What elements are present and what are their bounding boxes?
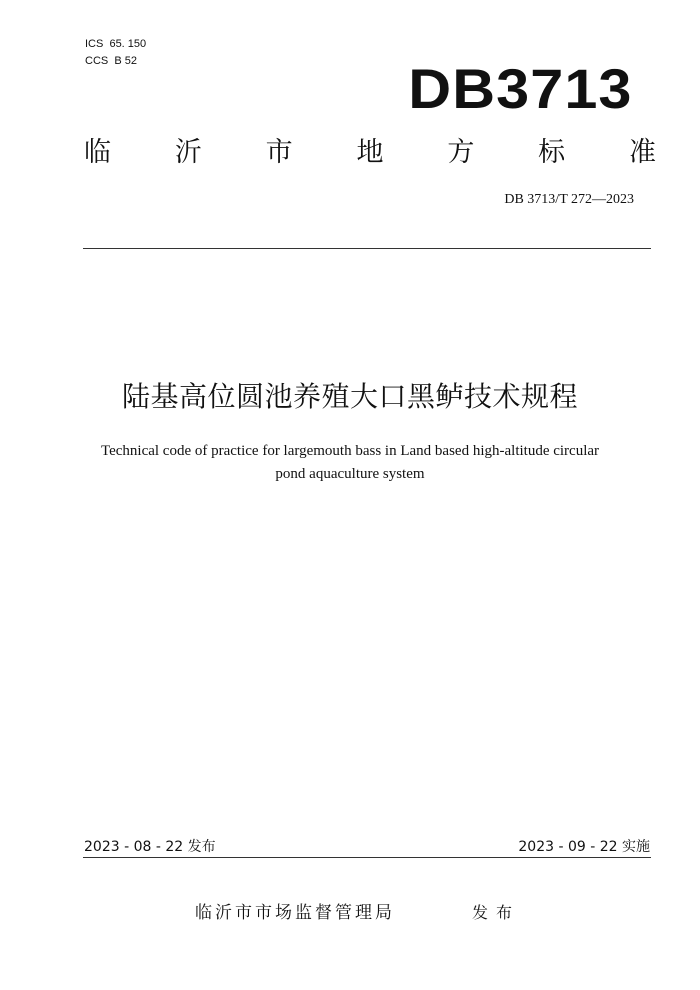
title-en-line-1: Technical code of practice for largemouth bass in Land based high-altitude circular [100,443,600,459]
db-logo: DB3713 [407,57,632,120]
category-char: 标 [538,137,566,168]
top-divider [83,248,651,249]
standard-category [84,133,656,173]
issue-date: 2023 - 08 - 22 发布 [84,839,216,855]
ccs-code: CCS B 52 [85,55,137,67]
document-title-zh: 陆基高位圆池养殖大口黑鲈技术规程 [121,380,578,413]
category-char: 准 [628,137,656,168]
category-char: 方 [447,137,475,168]
title-en-line-2: pond aquaculture system [275,466,425,482]
implement-date: 2023 - 09 - 22 实施 [518,839,650,855]
standard-number: DB 3713/T 272—2023 [504,192,634,207]
bottom-divider [83,857,651,858]
category-char: 沂 [174,137,202,168]
category-char: 市 [265,137,293,168]
category-char: 地 [356,137,384,168]
document-title-en [50,440,650,486]
publish-label: 发布 [472,903,521,922]
category-char: 临 [84,137,111,168]
classification-codes [85,36,146,70]
ics-code: ICS 65. 150 [85,38,147,50]
publisher-name: 临沂市市场监督管理局 [195,903,395,923]
